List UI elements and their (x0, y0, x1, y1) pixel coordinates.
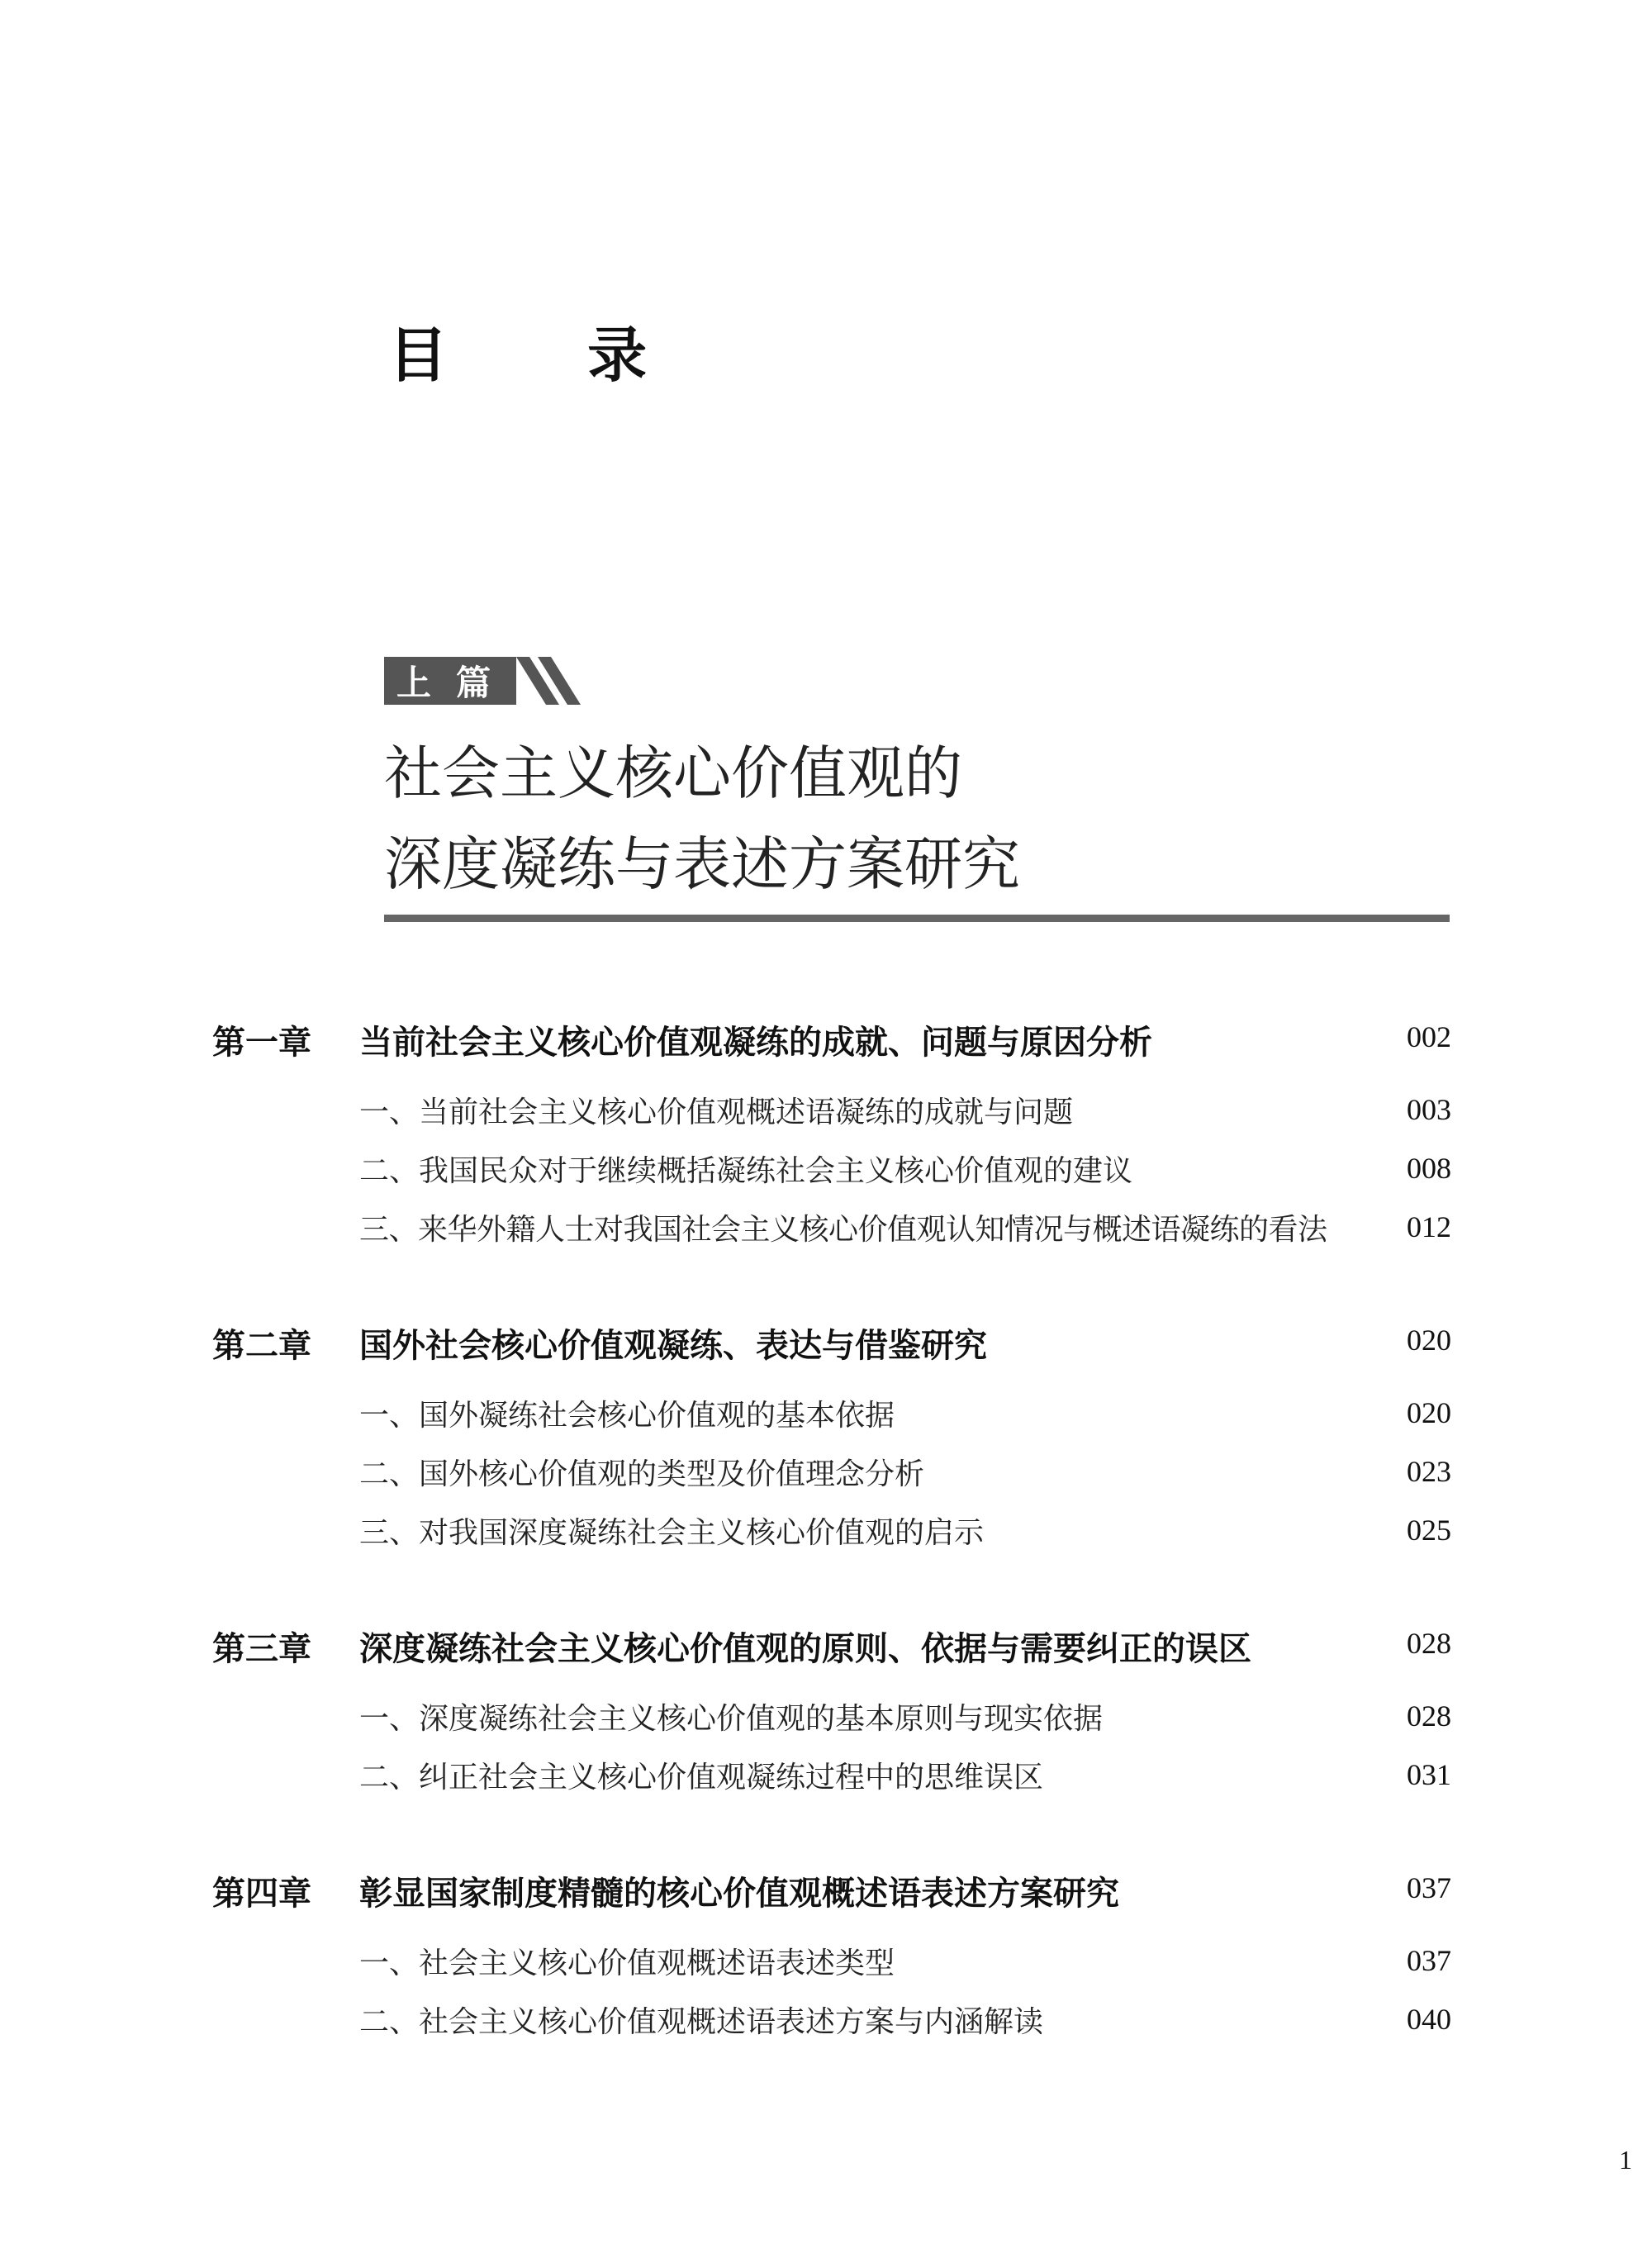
toc-chapter-1[interactable] (212, 1016, 1451, 1066)
section-title: 一、社会主义核心价值观概述语表述类型 (359, 1947, 895, 1980)
toc-section[interactable] (359, 1206, 1451, 1253)
section-page: 003 (1407, 1093, 1451, 1126)
chapter-title: 当前社会主义核心价值观凝练的成就、问题与原因分析 (359, 1024, 1152, 1062)
chapter-title: 彰显国家制度精髓的核心价值观概述语表述方案研究 (359, 1875, 1119, 1913)
chapter-number: 第一章 (212, 1024, 311, 1062)
part-title-line2: 深度凝练与表述方案研究 (384, 830, 1020, 898)
section-title: 三、对我国深度凝练社会主义核心价值观的启示 (359, 1516, 985, 1550)
section-title: 二、社会主义核心价值观概述语表述方案与内涵解读 (359, 2005, 1044, 2039)
part-divider (384, 915, 1450, 922)
section-page: 037 (1407, 1944, 1451, 1977)
chapter-title: 深度凝练社会主义核心价值观的原则、依据与需要纠正的误区 (359, 1630, 1251, 1668)
section-title: 一、当前社会主义核心价值观概述语凝练的成就与问题 (359, 1096, 1074, 1129)
chapter-number: 第二章 (212, 1327, 311, 1365)
section-page: 040 (1407, 2003, 1451, 2036)
chapter-page: 002 (1407, 1020, 1451, 1053)
part-badge: 上篇 (384, 657, 516, 705)
toc-section[interactable] (359, 1999, 1451, 2045)
page-number: 1 (1619, 2145, 1632, 2175)
toc-heading: 目 录 (388, 321, 707, 390)
toc-chapter-4[interactable] (212, 1867, 1451, 1917)
toc-section[interactable] (359, 1089, 1451, 1135)
chapter-number: 第三章 (212, 1630, 311, 1668)
section-title: 二、纠正社会主义核心价值观凝练过程中的思维误区 (359, 1761, 1044, 1795)
section-title: 二、我国民众对于继续概括凝练社会主义核心价值观的建议 (359, 1154, 1133, 1188)
section-page: 025 (1407, 1514, 1451, 1547)
chapter-page: 028 (1407, 1627, 1451, 1660)
section-title: 三、来华外籍人士对我国社会主义核心价值观认知情况与概述语凝练的看法 (359, 1213, 1327, 1247)
toc-chapter-2[interactable] (212, 1319, 1451, 1369)
chapter-page: 037 (1407, 1871, 1451, 1904)
toc-section[interactable] (359, 1509, 1451, 1556)
section-title: 一、国外凝练社会核心价值观的基本依据 (359, 1399, 895, 1433)
section-page: 031 (1407, 1758, 1451, 1791)
part-badge-stripes-icon (516, 657, 591, 705)
part-title-line1: 社会主义核心价值观的 (384, 739, 962, 807)
section-page: 020 (1407, 1396, 1451, 1429)
toc-section[interactable] (359, 1451, 1451, 1497)
toc-section[interactable] (359, 1392, 1451, 1438)
section-title: 一、深度凝练社会主义核心价值观的基本原则与现实依据 (359, 1702, 1104, 1736)
toc-section[interactable] (359, 1695, 1451, 1742)
section-page: 023 (1407, 1455, 1451, 1488)
chapter-number: 第四章 (212, 1875, 311, 1913)
chapter-title: 国外社会核心价值观凝练、表达与借鉴研究 (359, 1327, 987, 1365)
section-page: 012 (1407, 1210, 1451, 1243)
toc-section[interactable] (359, 1148, 1451, 1194)
toc-section[interactable] (359, 1754, 1451, 1800)
toc-chapter-3[interactable] (212, 1623, 1451, 1672)
section-page: 008 (1407, 1152, 1451, 1185)
section-page: 028 (1407, 1699, 1451, 1733)
chapter-page: 020 (1407, 1324, 1451, 1357)
toc-section[interactable] (359, 1940, 1451, 1986)
section-title: 二、国外核心价值观的类型及价值理念分析 (359, 1457, 925, 1491)
